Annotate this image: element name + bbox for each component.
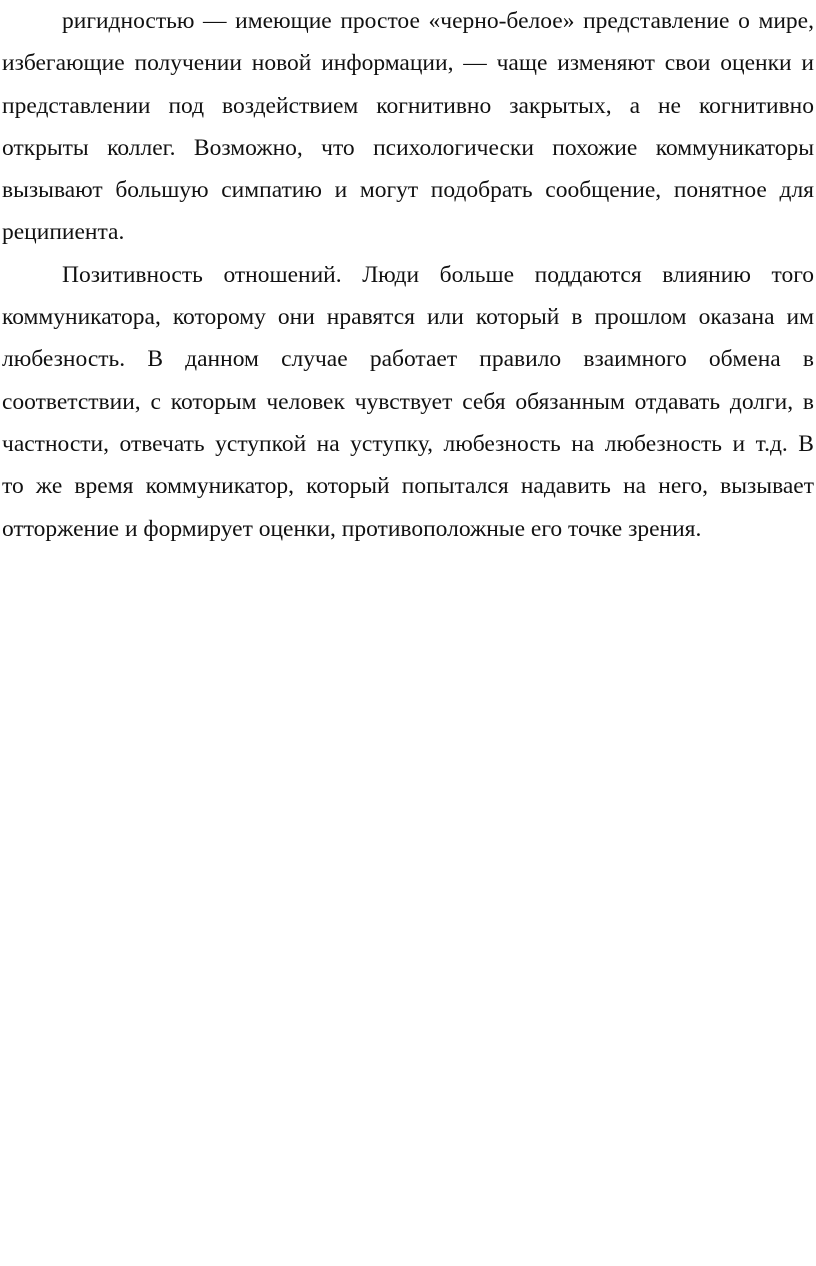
paragraph-1-line-2: избегающие получении новой информации, — чаще изменяют свои оценки и — [2, 50, 814, 77]
paragraph-2-line-2: коммуникатора, которому они нравятся или который в прошлом оказана им — [2, 304, 814, 331]
paragraph-2-line-5: частности, отвечать уступкой на уступку, любезность на любезность и т.д. В — [2, 430, 814, 457]
paragraph-2-line-1: Позитивность отношений. Люди больше поддаются влиянию того — [62, 261, 814, 288]
paragraph-1-line-6: реципиента. — [2, 219, 125, 246]
paragraph-1-line-5: вызывают большую симпатию и могут подобрать сообщение, понятное для — [2, 177, 814, 204]
document-body — [2, 0, 814, 550]
paragraph-2-line-6: то же время коммуникатор, который попытался надавить на него, вызывает — [2, 473, 814, 500]
paragraph-2-line-7: отторжение и формирует оценки, противоположные его точке зрения. — [2, 515, 702, 542]
paragraph-1-line-4: открыты коллег. Возможно, что психологически похожие коммуникаторы — [2, 134, 814, 161]
paragraph-1 — [2, 0, 814, 254]
paragraph-2-line-3: любезность. В данном случае работает правило взаимного обмена в — [2, 346, 814, 373]
paragraph-1-line-1: ригидностью — имеющие простое «черно-белое» представление о мире, — [62, 8, 814, 34]
paragraph-2 — [2, 254, 814, 550]
paragraph-2-line-4: соответствии, с которым человек чувствует себя обязанным отдавать долги, в — [2, 388, 814, 415]
paragraph-1-line-3: представлении под воздействием когнитивно закрытых, а не когнитивно — [2, 92, 814, 119]
